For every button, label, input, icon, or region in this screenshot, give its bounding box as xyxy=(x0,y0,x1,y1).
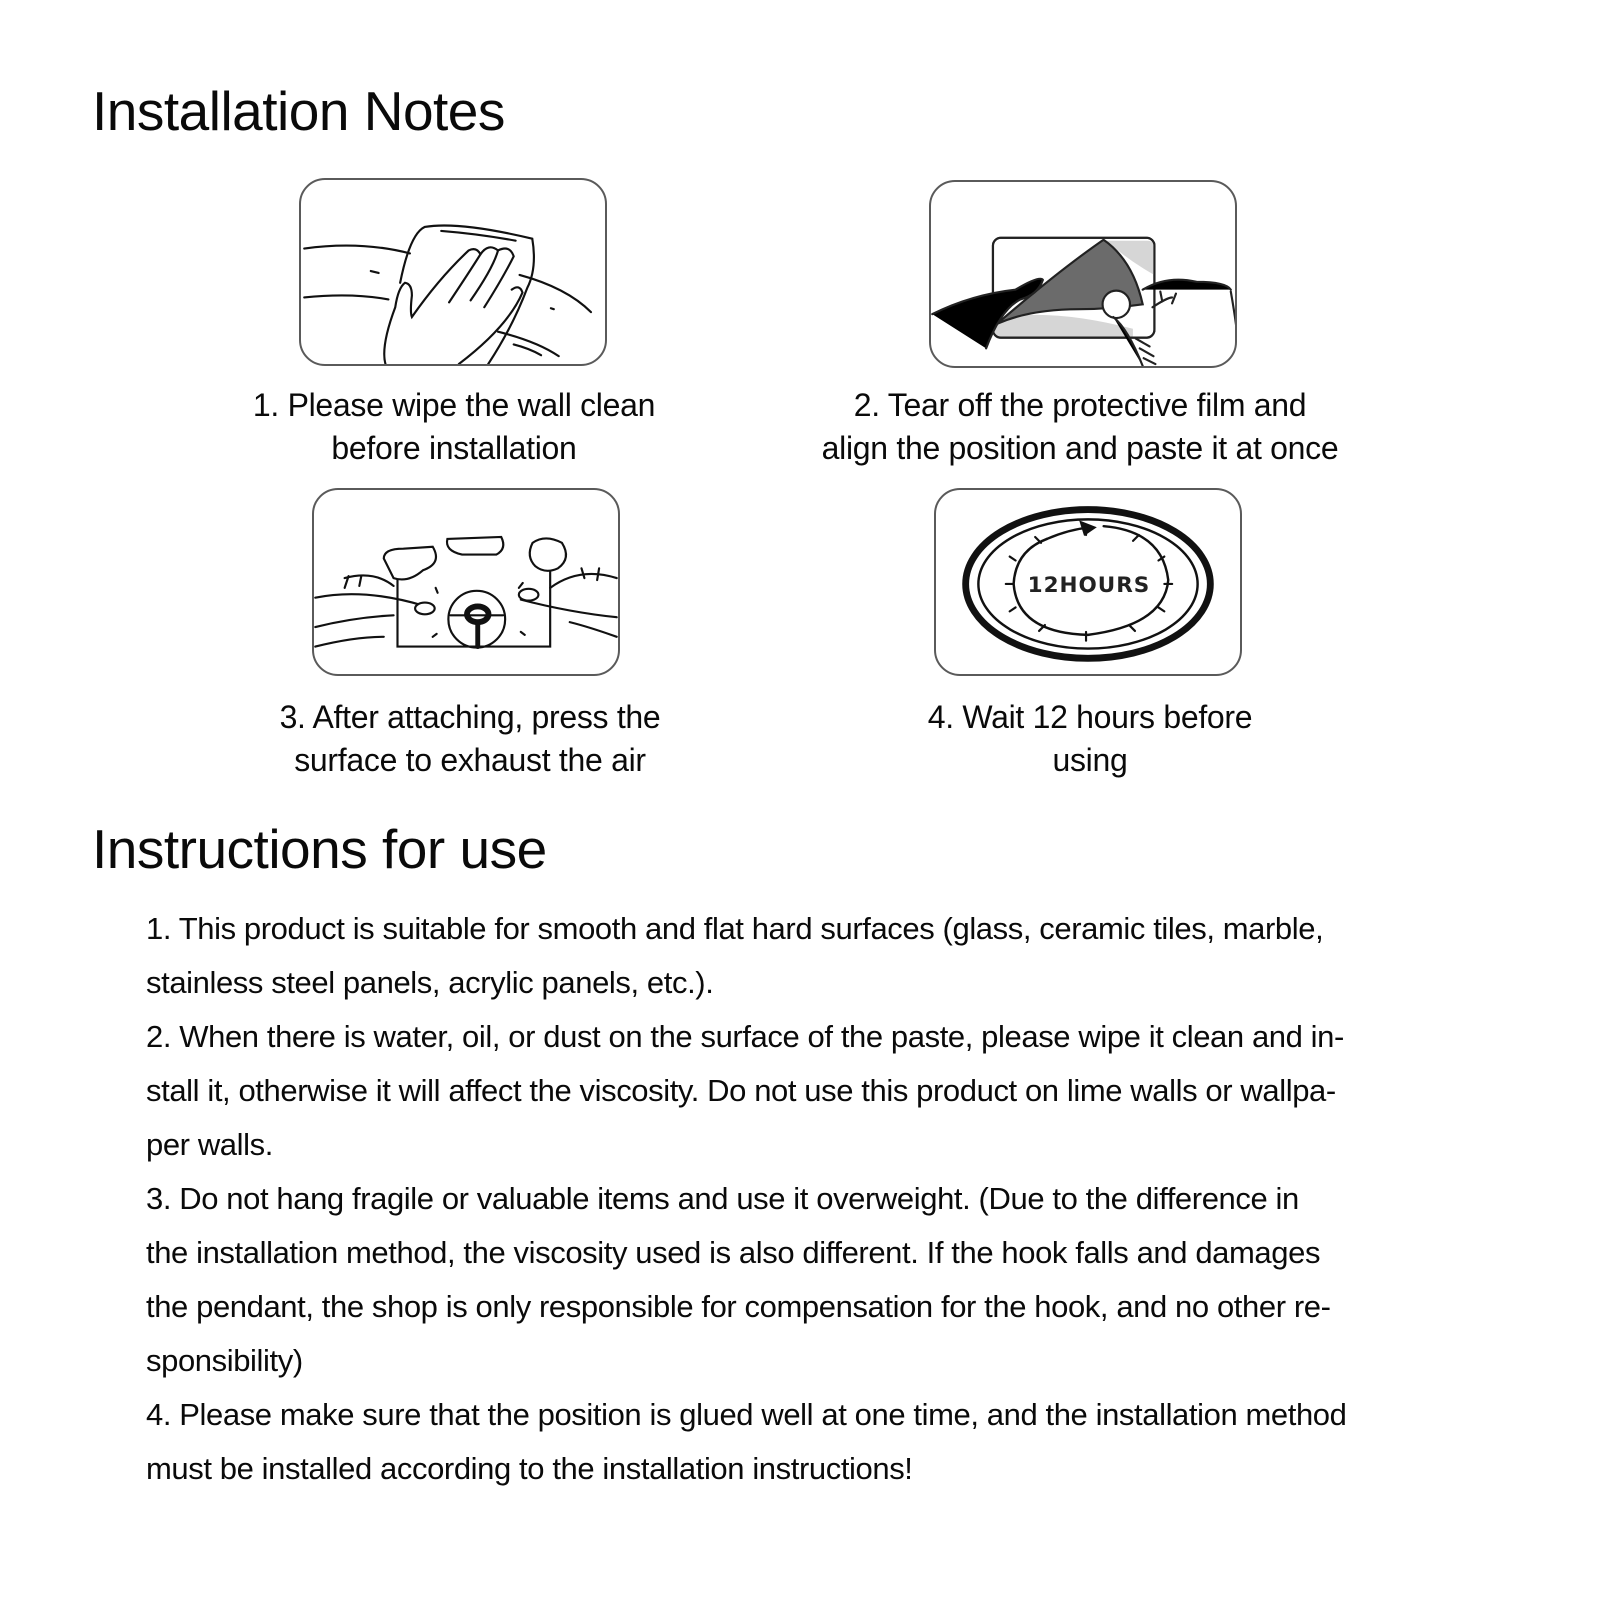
peel-film-icon xyxy=(931,182,1235,366)
step-1-line-1: 1. Please wipe the wall clean xyxy=(252,387,656,423)
instruction-line: stall it, otherwise it will affect the viscosity. Do not use this product on lime walls or wallpa- xyxy=(146,1073,1336,1108)
step-4-line-1: 4. Wait 12 hours before xyxy=(927,699,1253,735)
instruction-line: sponsibility) xyxy=(146,1343,303,1378)
wipe-wall-hand-icon xyxy=(301,180,605,364)
instruction-line: must be installed according to the installation instructions! xyxy=(146,1451,913,1486)
step-4-illustration xyxy=(934,488,1242,676)
instruction-line: 1. This product is suitable for smooth and flat hard surfaces (glass, ceramic tiles, marble, xyxy=(146,911,1324,946)
instructions-list xyxy=(146,902,1466,1496)
step-2-illustration xyxy=(929,180,1237,368)
instruction-line: 3. Do not hang fragile or valuable items and use it overweight. (Due to the difference in xyxy=(146,1181,1299,1216)
step-3-line-2: surface to exhaust the air xyxy=(294,742,646,778)
step-3-line-1: 3. After attaching, press the xyxy=(279,699,661,735)
instruction-line: 4. Please make sure that the position is glued well at one time, and the installation method xyxy=(146,1397,1347,1432)
instruction-line: the installation method, the viscosity used is also different. If the hook falls and damages xyxy=(146,1235,1321,1270)
installation-notes-heading: Installation Notes xyxy=(92,80,505,142)
step-2-caption xyxy=(790,384,1370,470)
press-surface-icon xyxy=(314,490,618,674)
instructions-for-use-heading: Instructions for use xyxy=(92,818,547,880)
step-1-line-2: before installation xyxy=(331,430,577,466)
step-2-line-1: 2. Tear off the protective film and xyxy=(853,387,1307,423)
step-3-caption xyxy=(220,696,720,782)
instruction-line: 2. When there is water, oil, or dust on the surface of the paste, please wipe it clean and in- xyxy=(146,1019,1344,1054)
clock-label: 12HOURS xyxy=(1027,572,1151,598)
step-1-illustration xyxy=(299,178,607,366)
instruction-line: per walls. xyxy=(146,1127,273,1162)
step-4-caption xyxy=(840,696,1340,782)
instruction-line: the pendant, the shop is only responsible for compensation for the hook, and no other re- xyxy=(146,1289,1331,1324)
instruction-line: stainless steel panels, acrylic panels, etc.). xyxy=(146,965,714,1000)
step-1-caption xyxy=(200,384,708,470)
clock-12-hours-icon xyxy=(936,490,1240,674)
step-2-line-2: align the position and paste it at once xyxy=(821,430,1339,466)
step-4-line-2: using xyxy=(1052,742,1128,778)
step-3-illustration xyxy=(312,488,620,676)
